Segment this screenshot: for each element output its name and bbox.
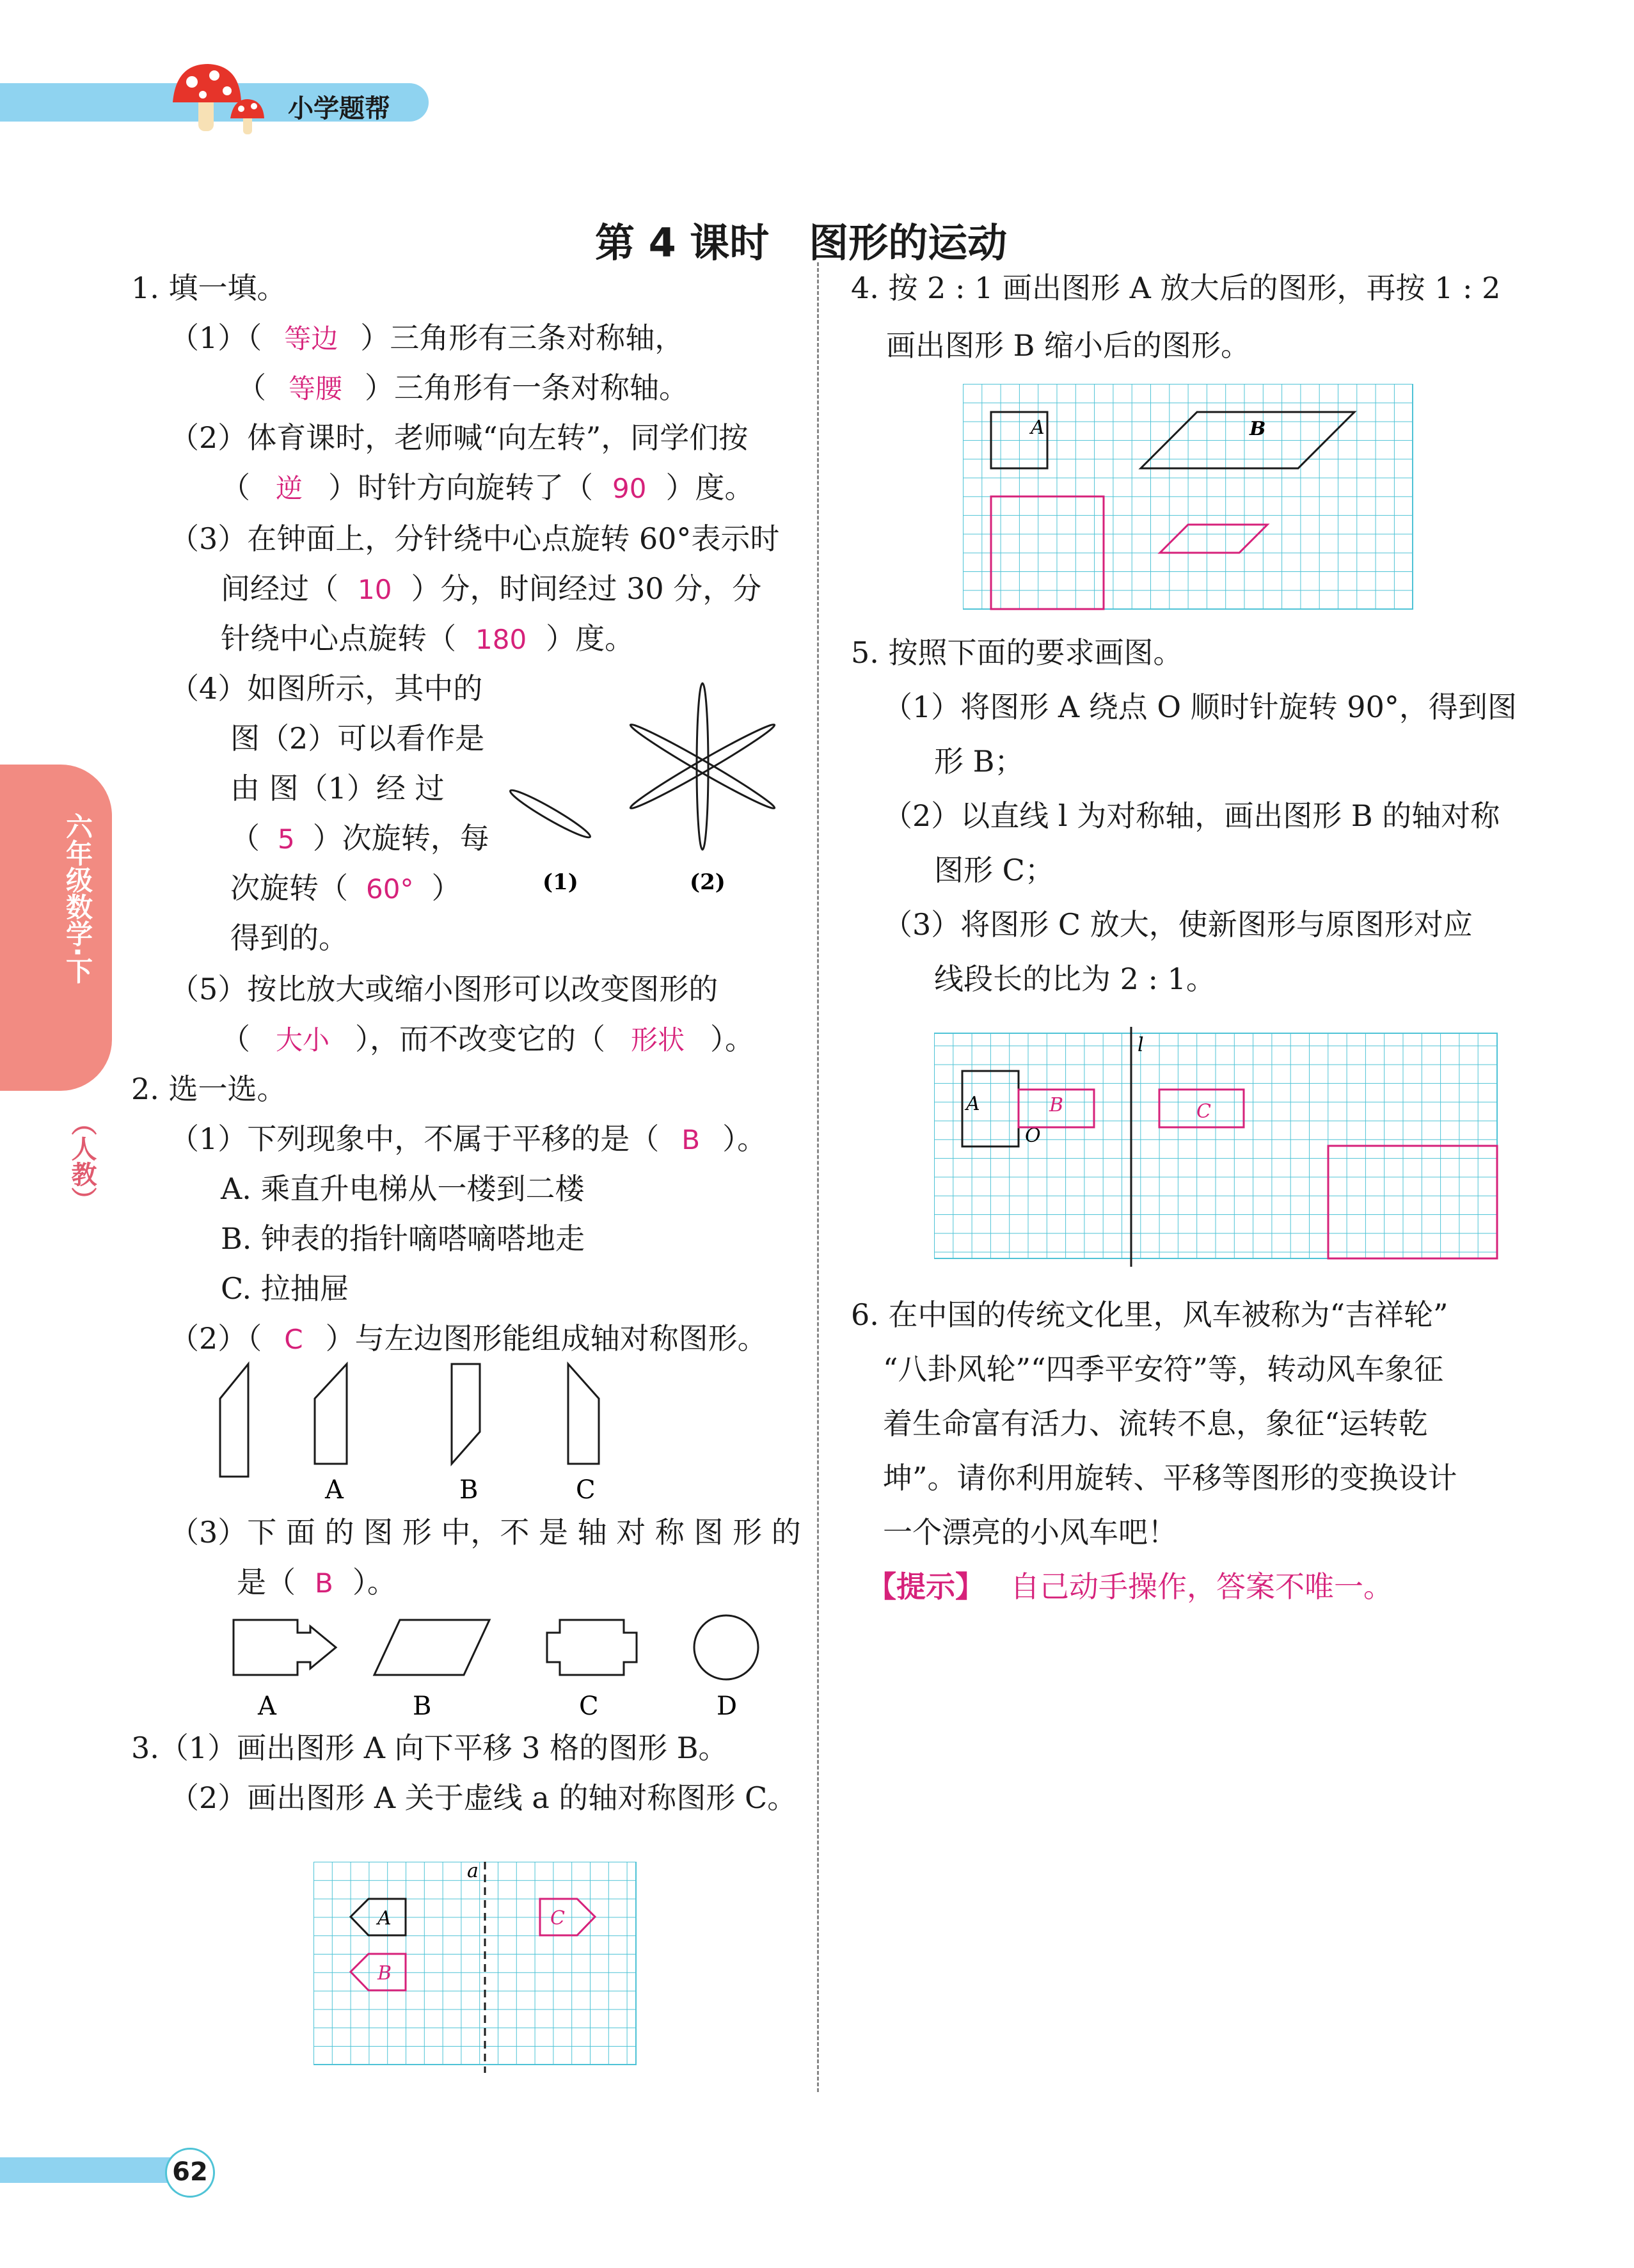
q4-line2: 画出图形 B 缩小后的图形。 bbox=[886, 328, 1251, 363]
label-c: C bbox=[579, 1692, 599, 1721]
q5-part3-line1: （3）将图形 C 放大，使新图形与原图形对应 bbox=[883, 907, 1473, 942]
q5-part1-line1: （1）将图形 A 绕点 O 顺时针旋转 90°，得到图 bbox=[883, 690, 1517, 724]
answer: 90 bbox=[612, 473, 647, 504]
q5-stem: 5. 按照下面的要求画图。 bbox=[851, 635, 1183, 670]
answer: C bbox=[284, 1324, 303, 1355]
answer: 等腰 bbox=[289, 373, 343, 404]
q2-part1 bbox=[170, 1120, 766, 1159]
q1-part4-line3: 由 图（1）经 过 bbox=[230, 771, 445, 805]
q6-line5: 一个漂亮的小风车吧！ bbox=[883, 1515, 1177, 1550]
answer: 180 bbox=[475, 624, 527, 655]
answer: 形状 bbox=[631, 1024, 685, 1056]
label-b: B bbox=[459, 1475, 479, 1505]
given-shape bbox=[220, 1364, 248, 1477]
shape-c bbox=[547, 1620, 637, 1675]
q6-line1: 6. 在中国的传统文化里，风车被称为“吉祥轮” bbox=[851, 1297, 1448, 1332]
q2-text: 是（ bbox=[237, 1565, 296, 1599]
brand-name: 小学题帮 bbox=[288, 94, 390, 123]
q1-text: 次旋转（ bbox=[230, 871, 348, 905]
shape-a bbox=[234, 1620, 336, 1675]
q2-option-c: C. 拉抽屉 bbox=[221, 1271, 349, 1306]
q3-line2: （2）画出图形 A 关于虚线 a 的轴对称图形 C。 bbox=[170, 1780, 797, 1815]
q2-symmetry-shapes bbox=[205, 1356, 665, 1510]
answer: 等边 bbox=[284, 323, 338, 354]
side-tab bbox=[0, 765, 112, 1091]
q1-text: （ bbox=[237, 370, 266, 405]
q1-part5-line2 bbox=[221, 1020, 754, 1059]
q1-text: ）度。 bbox=[665, 470, 754, 505]
q1-part1-line2 bbox=[237, 369, 688, 408]
shape-b bbox=[374, 1620, 489, 1675]
q1-stem: 1. 填一填。 bbox=[131, 271, 287, 305]
q1-text: 针绕中心点旋转（ bbox=[221, 621, 456, 656]
q2-option-a: A. 乘直升电梯从一楼到二楼 bbox=[221, 1171, 585, 1206]
side-tab-grade: 六年级数学·下 bbox=[62, 813, 93, 984]
answer: 5 bbox=[278, 823, 295, 855]
label-a: A bbox=[377, 1907, 392, 1930]
axis-label: a bbox=[467, 1862, 479, 1882]
q1-part4-line4 bbox=[230, 819, 489, 859]
q5-part2-line2: 图形 C； bbox=[934, 853, 1054, 887]
q5-part3-line2: 线段长的比为 2 : 1。 bbox=[934, 962, 1216, 996]
label-b: B bbox=[413, 1692, 432, 1721]
q1-part2-line1: （2）体育课时，老师喊“向左转”，同学们按 bbox=[170, 420, 749, 455]
figure-2-label: (2) bbox=[690, 869, 726, 895]
q2-text: （2）（ bbox=[170, 1321, 262, 1356]
label-d: D bbox=[717, 1692, 738, 1721]
label-b: B bbox=[1049, 1094, 1064, 1116]
q1-text: ）度。 bbox=[546, 621, 635, 656]
q1-part4-line2: 图（2）可以看作是 bbox=[230, 721, 485, 756]
answer: 大小 bbox=[276, 1024, 330, 1056]
q1-part4-line5 bbox=[230, 869, 461, 908]
q6-line4: 坤”。请你利用旋转、平移等图形的变换设计 bbox=[883, 1461, 1457, 1495]
answer: 60° bbox=[366, 873, 414, 905]
q1-text: ）分，时间经过 30 分，分 bbox=[411, 571, 762, 606]
q1-text: ）次旋转，每 bbox=[312, 821, 489, 855]
label-a: A bbox=[258, 1692, 276, 1721]
shape-a bbox=[315, 1364, 347, 1464]
q5-grid-figure bbox=[934, 1027, 1503, 1267]
q2-option-b: B. 钟表的指针嘀嗒嘀嗒地走 bbox=[221, 1221, 585, 1256]
q3-line1: 3.（1）画出图形 A 向下平移 3 格的图形 B。 bbox=[131, 1731, 728, 1765]
hint-tag: 【提示】 bbox=[867, 1569, 985, 1604]
q2-text: （1）下列现象中，不属于平移的是（ bbox=[170, 1122, 660, 1156]
q2-text: ）。 bbox=[352, 1565, 397, 1599]
q1-text: ），而不改变它的（ bbox=[355, 1022, 606, 1056]
q1-text: ）三角形有一条对称轴。 bbox=[365, 370, 689, 405]
q2-part3-line1: （3）下 面 的 图 形 中，不 是 轴 对 称 图 形 的 bbox=[170, 1515, 801, 1550]
q5-part1-line2: 形 B； bbox=[934, 744, 1024, 779]
answer: 10 bbox=[358, 574, 392, 605]
q1-part3-line2 bbox=[221, 569, 761, 609]
q4-grid-figure bbox=[963, 384, 1417, 617]
q6-hint bbox=[867, 1567, 1393, 1606]
q4-line1: 4. 按 2 : 1 画出图形 A 放大后的图形，再按 1 : 2 bbox=[851, 271, 1501, 305]
page-number: 62 bbox=[172, 2157, 208, 2187]
label-a: A bbox=[325, 1475, 344, 1505]
q2-part3-line2 bbox=[237, 1563, 397, 1603]
side-tab-edition: （人教） bbox=[67, 1110, 97, 1212]
q6-line2: “八卦风轮”“四季平安符”等，转动风车象征 bbox=[883, 1352, 1444, 1386]
answer: B bbox=[681, 1124, 701, 1155]
q1-text: ）三角形有三条对称轴， bbox=[360, 321, 685, 355]
q2-axis-shapes bbox=[227, 1612, 790, 1727]
column-divider bbox=[817, 262, 819, 2092]
q1-part2-line2 bbox=[221, 468, 754, 508]
q1-part4-line1: （4）如图所示，其中的 bbox=[170, 671, 483, 706]
label-a: A bbox=[1031, 416, 1045, 439]
shape-c bbox=[568, 1364, 599, 1464]
label-a: A bbox=[966, 1093, 980, 1115]
q5-part2-line1: （2）以直线 l 为对称轴，画出图形 B 的轴对称 bbox=[883, 798, 1500, 833]
label-b: B bbox=[377, 1962, 392, 1985]
label-c: C bbox=[550, 1907, 565, 1930]
q2-stem: 2. 选一选。 bbox=[131, 1072, 287, 1106]
q1-text: ） bbox=[431, 871, 461, 905]
q1-text: （ bbox=[230, 821, 260, 855]
label-o: O bbox=[1025, 1125, 1041, 1147]
q1-text: ）。 bbox=[710, 1022, 755, 1056]
label-c: C bbox=[576, 1475, 596, 1505]
footer-bar bbox=[0, 2157, 192, 2183]
q1-text: （1）（ bbox=[170, 321, 262, 355]
label-b: B bbox=[1249, 418, 1266, 440]
figure-2-flower bbox=[628, 683, 777, 850]
answer: 逆 bbox=[276, 473, 303, 504]
q1-text: 间经过（ bbox=[221, 571, 338, 606]
mushroom-logo bbox=[163, 58, 278, 141]
q1-petal-figures bbox=[499, 665, 793, 908]
q2-text: ）与左边图形能组成轴对称图形。 bbox=[325, 1321, 767, 1356]
q2-part2 bbox=[170, 1319, 767, 1359]
shape-b bbox=[452, 1364, 480, 1464]
shape-d bbox=[694, 1615, 758, 1679]
hint-text: 自己动手操作，答案不唯一。 bbox=[1010, 1569, 1393, 1604]
q2-text: ）。 bbox=[722, 1122, 767, 1156]
figure-1-label: (1) bbox=[543, 869, 578, 895]
q1-text: （ bbox=[221, 1022, 250, 1056]
q1-text: （ bbox=[221, 470, 250, 505]
q1-part1-line1 bbox=[170, 319, 684, 358]
answer: B bbox=[315, 1567, 333, 1599]
q1-part3-line1: （3）在钟面上，分针绕中心点旋转 60°表示时 bbox=[170, 521, 780, 556]
figure-1-petal bbox=[507, 786, 593, 842]
q1-text: ）时针方向旋转了（ bbox=[328, 470, 594, 505]
q3-grid-figure bbox=[313, 1862, 640, 2073]
label-c: C bbox=[1196, 1100, 1211, 1123]
page-title: 第 4 课时 图形的运动 bbox=[595, 219, 1008, 266]
q1-part3-line3 bbox=[221, 619, 634, 659]
q1-part4-line6: 得到的。 bbox=[230, 921, 348, 955]
q1-part5-line1: （5）按比放大或缩小图形可以改变图形的 bbox=[170, 972, 718, 1006]
axis-label: l bbox=[1138, 1034, 1144, 1056]
q6-line3: 着生命富有活力、流转不息，象征“运转乾 bbox=[883, 1406, 1428, 1441]
